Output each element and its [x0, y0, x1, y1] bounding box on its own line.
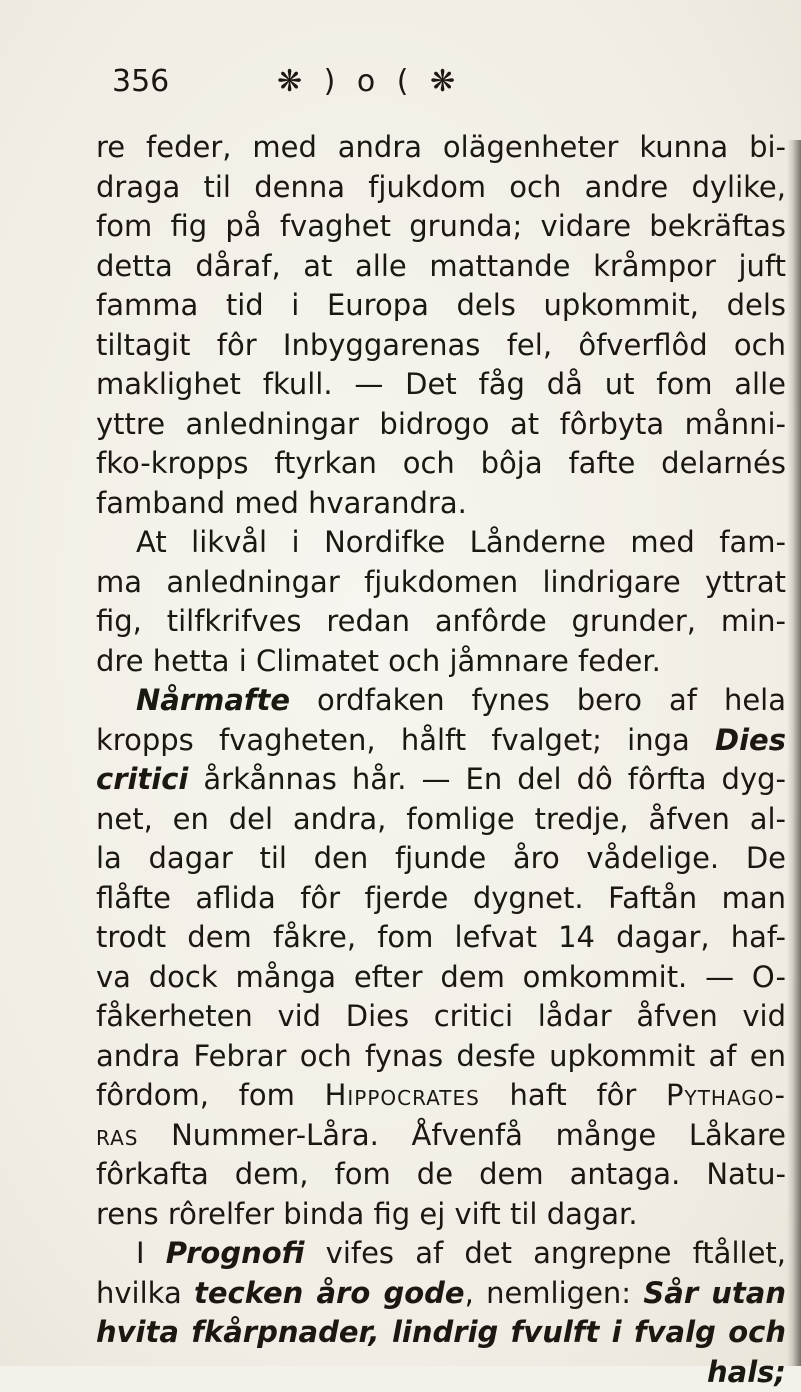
text-line: draga til denna fjukdom och andre dylike, — [96, 168, 786, 208]
text-line: rens rôrelfer binda fig ej vift til dagar. — [96, 1195, 786, 1235]
text-line: fig, tilfkrifves redan anfôrde grunder, min- — [96, 602, 786, 642]
text-line: tiltagit fôr Inbyggarenas fel, ôfverflôd och — [96, 326, 786, 366]
text-line: detta dåraf, at alle mattande kråmpor juft — [96, 247, 786, 287]
italic-term: hvita fkårpnader, lindrig fvulft i fvalg och — [96, 1315, 786, 1349]
text-line: net, en del andra, fomlige tredje, åfven al- — [96, 800, 786, 840]
text-line: dre hetta i Climatet och jåmnare feder. — [96, 642, 786, 682]
catchword: hals; — [707, 1355, 786, 1389]
text-line: yttre anledningar bidrogo at fôrbyta månni- — [96, 405, 786, 445]
small-caps-name: Pythago- — [666, 1078, 786, 1112]
text-line: la dagar til den fjunde åro vådelige. De — [96, 839, 786, 879]
italic-term: Prognofi — [166, 1236, 305, 1270]
text-line: fåkerheten vid Dies critici lådar åfven vid — [96, 997, 786, 1037]
text-line: va dock många efter dem omkommit. — O- — [96, 958, 786, 998]
text-line: fôrdom, fom Hippocrates haft fôr Pythago- — [96, 1076, 786, 1116]
text-line: ras Nummer-Låra. Åfvenfå månge Låkare — [96, 1116, 786, 1156]
text-line: hvilka tecken åro gode, nemligen: Sår utan — [96, 1274, 786, 1314]
small-caps-name: ras — [96, 1118, 138, 1152]
italic-term: critici — [96, 762, 188, 796]
text-line: kropps fvagheten, hålft fvalget; inga Dies — [96, 721, 786, 761]
text-line: critici årkånnas hår. — En del dô fôrfta dyg- — [96, 760, 786, 800]
text-line: At likvål i Nordifke Lånderne med fam- — [96, 523, 786, 563]
text-line: famma tid i Europa dels upkommit, dels — [96, 286, 786, 326]
italic-term: Nårmafte — [136, 683, 290, 717]
running-head-ornament: ❋ ) o ( ❋ — [277, 62, 461, 102]
page-header — [102, 62, 582, 102]
text-line: I Prognofi vifes af det angrepne ftållet, — [96, 1234, 786, 1274]
page-number: 356 — [112, 62, 169, 102]
text-line: trodt dem fåkre, fom lefvat 14 dagar, haf- — [96, 918, 786, 958]
text-line: maklighet fkull. — Det fåg då ut fom alle — [96, 365, 786, 405]
italic-term: Dies — [715, 723, 786, 757]
small-caps-name: Hippocrates — [325, 1078, 480, 1112]
text-line — [96, 1313, 786, 1353]
text-line: andra Febrar och fynas desfe upkommit af en — [96, 1037, 786, 1077]
text-line: fom fig på fvaghet grunda; vidare bekräftas — [96, 207, 786, 247]
text-line: re feder, med andra olägenheter kunna bi- — [96, 128, 786, 168]
text-line: ma anledningar fjukdomen lindrigare yttrat — [96, 563, 786, 603]
page-edge-shadow — [787, 140, 801, 1366]
text-line: fôrkafta dem, fom de dem antaga. Natu- — [96, 1155, 786, 1195]
text-line: fko-kropps ftyrkan och bôja fafte delarnés — [96, 444, 786, 484]
italic-term: Sår utan — [643, 1276, 786, 1310]
text-line: flåfte aflida fôr fjerde dygnet. Faftån man — [96, 879, 786, 919]
italic-term: tecken åro gode — [194, 1276, 465, 1310]
body-text — [96, 128, 786, 1392]
text-line — [96, 1353, 786, 1392]
text-line: Nårmafte ordfaken fynes bero af hela — [96, 681, 786, 721]
text-line: famband med hvarandra. — [96, 484, 786, 524]
